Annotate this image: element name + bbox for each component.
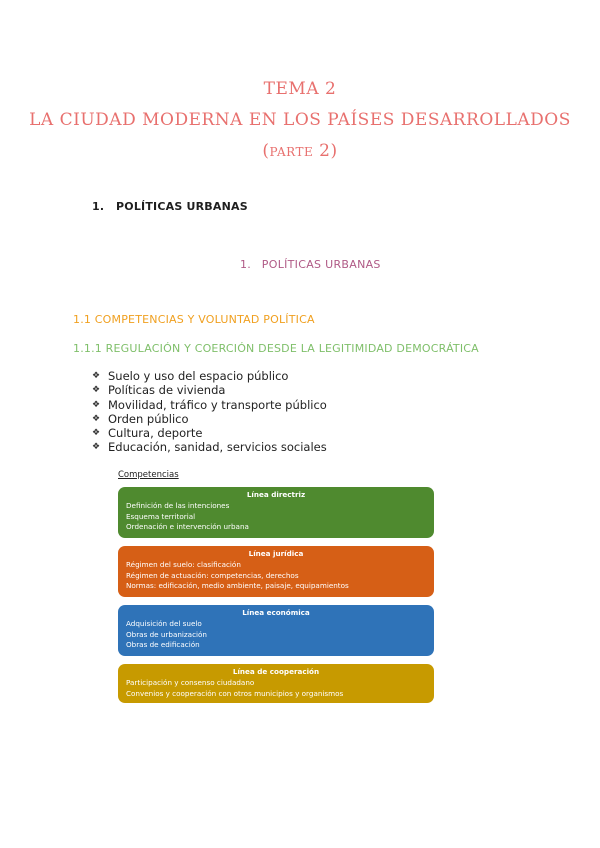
box-item: Obras de edificación — [126, 640, 200, 650]
diamond-bullet-icon: ❖ — [92, 442, 101, 453]
diamond-bullet-icon: ❖ — [92, 399, 101, 410]
box-item: Obras de urbanización — [126, 629, 207, 639]
diamond-bullet-icon: ❖ — [92, 428, 101, 439]
section-heading — [240, 258, 381, 271]
box-item: Esquema territorial — [126, 511, 196, 521]
competencies-list — [92, 369, 327, 455]
title-line-2: LA CIUDAD MODERNA EN LOS PAÍSES DESARROLLADOS — [29, 110, 571, 130]
section-number: 1. — [240, 258, 252, 271]
box-item: Definición de las intenciones — [126, 500, 230, 510]
box-item: Ordenación e intervención urbana — [126, 522, 249, 532]
title-line-1: TEMA 2 — [263, 79, 337, 99]
box-item: Régimen del suelo: clasificación — [126, 559, 241, 569]
box-title: Línea directriz — [246, 490, 306, 499]
list-item-text: Políticas de vivienda — [108, 383, 226, 398]
diamond-bullet-icon: ❖ — [92, 371, 101, 381]
list-item — [92, 426, 327, 440]
box-linea-economica — [118, 605, 434, 656]
document-title — [0, 74, 600, 167]
competencies-diagram — [118, 470, 434, 711]
box-item: Normas: edificación, medio ambiente, paisaje, equipamientos — [126, 581, 349, 591]
list-item — [92, 383, 327, 397]
list-item-text: Educación, sanidad, servicios sociales — [108, 440, 327, 455]
box-title: Línea de cooperación — [232, 667, 320, 676]
list-item-text: Suelo y uso del espacio público — [108, 369, 289, 383]
subsection-heading: 1.1 COMPETENCIAS Y VOLUNTAD POLÍTICA — [73, 313, 315, 326]
list-item — [92, 412, 327, 426]
toc-item[interactable] — [92, 200, 248, 213]
list-item — [92, 398, 327, 412]
box-title: Línea económica — [242, 608, 310, 617]
box-item: Convenios y cooperación con otros municipios y organismos — [126, 688, 344, 698]
diamond-bullet-icon: ❖ — [92, 385, 101, 396]
box-item: Adquisición del suelo — [126, 618, 202, 628]
section-label: POLÍTICAS URBANAS — [261, 258, 381, 271]
box-linea-directriz — [118, 487, 434, 538]
diagram-title: Competencias — [118, 470, 179, 480]
list-item-text: Movilidad, tráfico y transporte público — [108, 397, 327, 412]
box-item: Régimen de actuación: competencias, derechos — [126, 570, 299, 580]
list-item-text: Orden público — [108, 411, 189, 426]
toc-item-label: POLÍTICAS URBANAS — [116, 200, 248, 213]
box-title: Línea jurídica — [248, 549, 304, 558]
box-linea-juridica — [118, 546, 434, 597]
list-item-text: Cultura, deporte — [108, 426, 203, 441]
toc-item-number: 1. — [92, 200, 105, 213]
subsubsection-heading: 1.1.1 REGULACIÓN Y COERCIÓN DESDE LA LEGITIMIDAD DEMOCRÁTICA — [73, 342, 479, 355]
title-line-3: (parte 2) — [262, 141, 338, 161]
list-item — [92, 369, 327, 383]
box-linea-cooperacion — [118, 664, 434, 703]
list-item — [92, 440, 327, 454]
box-item: Participación y consenso ciudadano — [126, 677, 255, 687]
diamond-bullet-icon: ❖ — [92, 413, 101, 424]
